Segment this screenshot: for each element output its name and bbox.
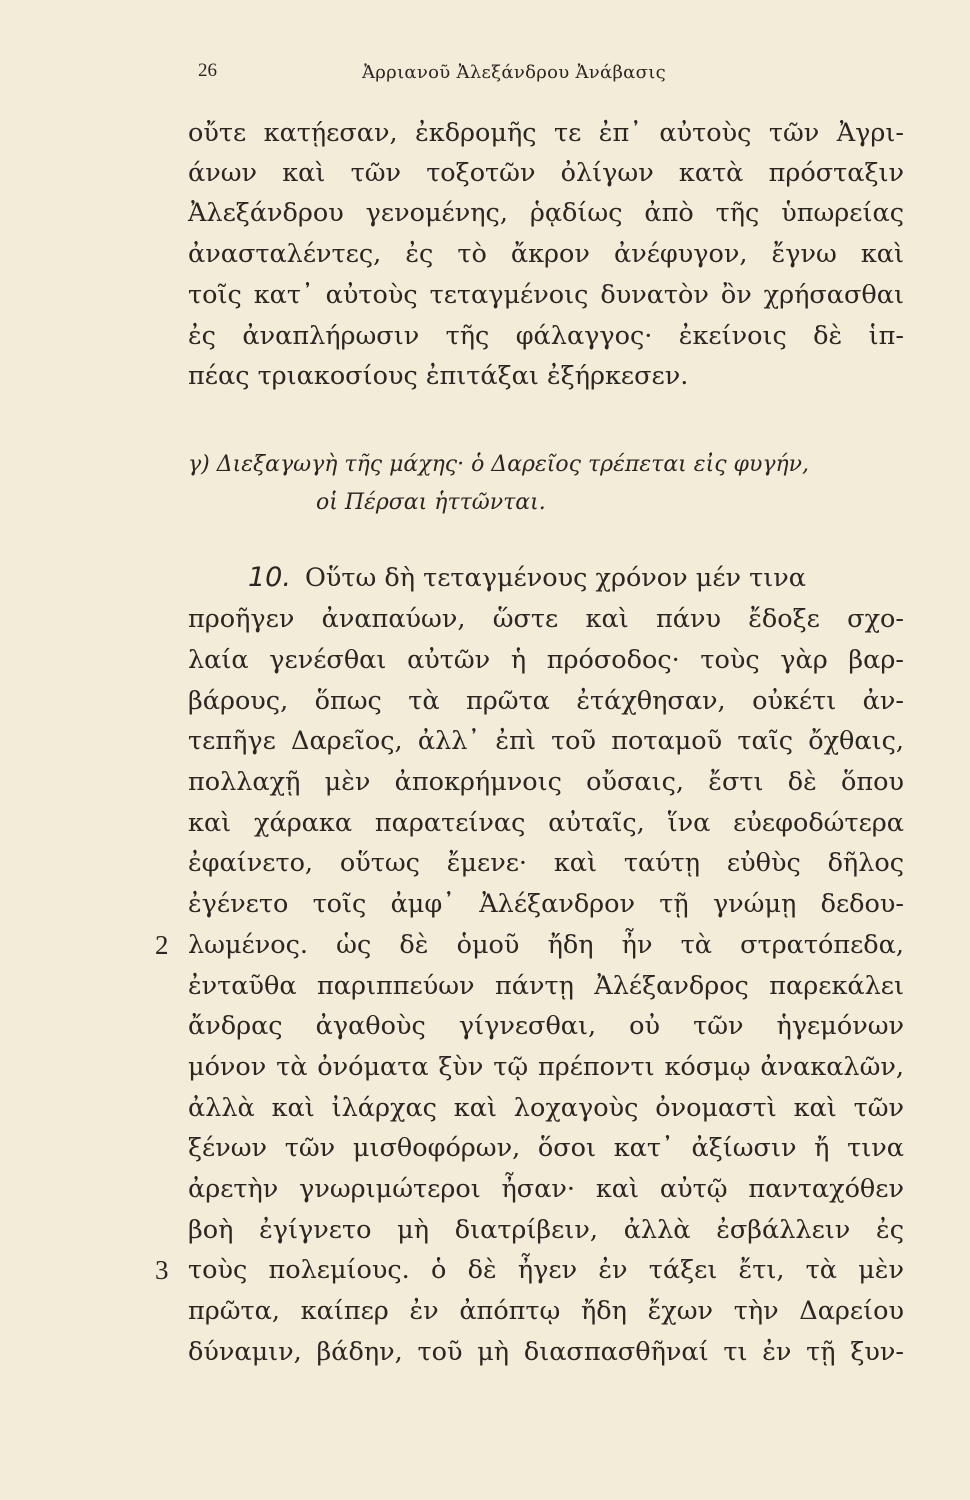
text-line: ἄνδρας ἀγαθοὺς γίγνεσθαι, οὐ τῶν ἡγεμόνων [188,1011,904,1041]
text-line: λωμένος. ὡς δὲ ὁμοῦ ἤδη ἦν τὰ στρατόπεδα, [188,930,904,960]
section-first-line-text: Οὕτω δὴ τεταγμένους χρόνον μέν τινα [304,563,806,593]
text-line: δύναμιν, βάδην, τοῦ μὴ διασπασθῆναί τι ἐν τῇ ξυν- [188,1337,904,1367]
text-line: πρῶτα, καίπερ ἐν ἀπόπτῳ ἤδη ἔχων τὴν Δαρείου [188,1296,904,1326]
text-line: άνων καὶ τῶν τοξοτῶν ὀλίγων κατὰ πρόσταξιν [188,158,904,188]
text-line: οὔτε κατῄεσαν, ἐκδρομῆς τε ἐπ᾽ αὐτοὺς τῶν Ἀγρι- [188,118,904,148]
text-line: προῆγεν ἀναπαύων, ὥστε καὶ πάνυ ἔδοξε σχο- [188,604,904,634]
text-line: ξένων τῶν μισθοφόρων, ὅσοι κατ᾽ ἀξίωσιν ἤ τινα [188,1133,904,1163]
text-line: μόνον τὰ ὀνόματα ξὺν τῷ πρέποντι κόσμῳ ἀνακαλῶν, [188,1052,904,1082]
text-line: πολλαχῇ μὲν ἀποκρήμνοις οὔσαις, ἔστι δὲ ὅπου [188,767,904,797]
margin-section-number: 2 [155,930,169,960]
section-number: 10. [248,562,291,593]
text-line: ἐγένετο τοῖς ἀμφ᾽ Ἀλέξανδρον τῇ γνώμῃ δεδου- [188,889,904,919]
text-line: ἀνασταλέντες, ἐς τὸ ἄκρον ἀνέφυγον, ἔγνω καὶ [188,239,904,269]
text-line: ἀρετὴν γνωριμώτεροι ἦσαν· καὶ αὐτῷ πανταχόθεν [188,1174,904,1204]
text-line: βάρους, ὅπως τὰ πρῶτα ἐτάχθησαν, οὐκέτι ἀν- [188,686,904,716]
text-line: βοὴ ἐγίγνετο μὴ διατρίβειν, ἀλλὰ ἐσβάλλειν ἐς [188,1215,904,1245]
page-number: 26 [198,60,217,81]
text-line: Ἀλεξάνδρου γενομένης, ῥᾳδίως ἀπὸ τῆς ὑπωρείας [188,198,904,228]
section-summary-line: οἱ Πέρσαι ἡττῶνται. [316,490,546,515]
text-line: τοὺς πολεμίους. ὁ δὲ ἦγεν ἐν τάξει ἔτι, τὰ μὲν [188,1255,904,1285]
section-summary-line: γ) Διεξαγωγὴ τῆς μάχης· ὁ Δαρεῖος τρέπεται εἰς φυγήν, [188,452,810,477]
text-line: καὶ χάρακα παρατείνας αὐταῖς, ἵνα εὐεφοδώτερα [188,808,904,838]
text-line: πέας τριακοσίους ἐπιτάξαι ἐξήρκεσεν. [188,361,689,391]
text-line: ἐς ἀναπλήρωσιν τῆς φάλαγγος· ἐκείνοις δὲ ἱπ- [188,321,904,351]
text-line: ἐφαίνετο, οὕτως ἔμενε· καὶ ταύτῃ εὐθὺς δῆλος [188,848,904,878]
text-line: τοῖς κατ᾽ αὐτοὺς τεταγμένοις δυνατὸν ὂν χρήσασθαι [188,280,904,310]
margin-section-number: 3 [155,1255,169,1285]
text-line: τεπῆγε Δαρεῖος, ἀλλ᾽ ἐπὶ τοῦ ποταμοῦ ταῖς ὄχθαις, [188,726,904,756]
section-first-line [188,558,904,598]
text-line: ἐνταῦθα παριππεύων πάντῃ Ἀλέξανδρος παρεκάλει [188,971,904,1001]
text-line: ἀλλὰ καὶ ἰλάρχας καὶ λοχαγοὺς ὀνομαστὶ καὶ τῶν [188,1093,904,1123]
text-line: λαία γενέσθαι αὐτῶν ἡ πρόσοδος· τοὺς γὰρ βαρ- [188,645,904,675]
running-title: Ἀρριανοῦ Ἀλεξάνδρου Ἀνάβασις [362,62,666,83]
